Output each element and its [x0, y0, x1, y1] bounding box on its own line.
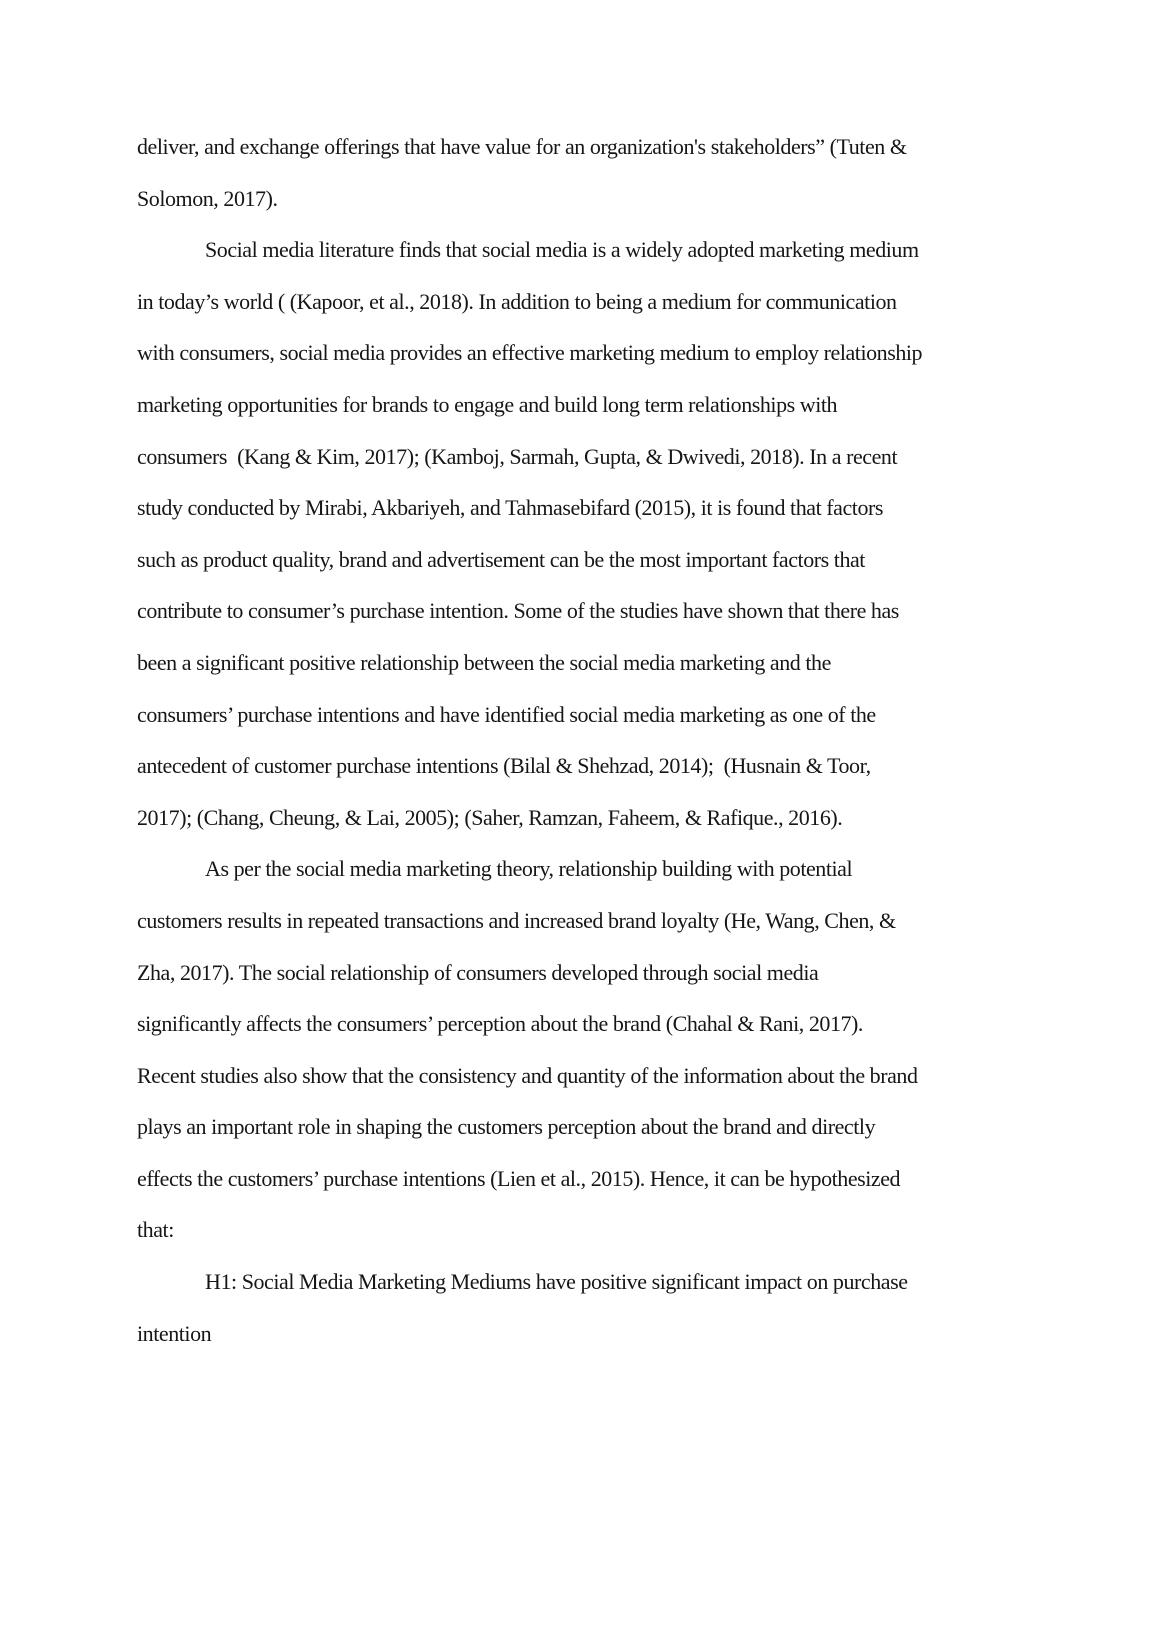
text-line: customers results in repeated transactions and increased brand loyalty (He, Wang, Chen, & — [137, 907, 896, 933]
text-line: significantly affects the consumers’ perception about the brand (Chahal & Rani, 2017). — [137, 1011, 863, 1037]
text-line: effects the customers’ purchase intentions (Lien et al., 2015). Hence, it can be hypothesized — [137, 1165, 901, 1191]
text-line: Recent studies also show that the consistency and quantity of the information about the brand — [137, 1062, 918, 1088]
text-line: Social media literature finds that social media is a widely adopted marketing medium — [205, 237, 919, 263]
text-line: study conducted by Mirabi, Akbariyeh, and Tahmasebifard (2015), it is found that factors — [137, 495, 883, 521]
text-line: that: — [137, 1217, 174, 1243]
text-line: 2017); (Chang, Cheung, & Lai, 2005); (Saher, Ramzan, Faheem, & Rafique., 2016). — [137, 804, 843, 830]
text-line: with consumers, social media provides an effective marketing medium to employ relationship — [137, 340, 923, 366]
text-line: marketing opportunities for brands to engage and build long term relationships with — [137, 391, 838, 417]
text-line: antecedent of customer purchase intentions (Bilal & Shehzad, 2014); (Husnain & Toor, — [137, 753, 871, 779]
text-line: H1: Social Media Marketing Mediums have positive significant impact on purchase — [205, 1269, 908, 1295]
text-line: in today’s world ( (Kapoor, et al., 2018). In addition to being a medium for communication — [137, 288, 897, 314]
text-line: been a significant positive relationship between the social media marketing and the — [137, 649, 831, 675]
text-line: deliver, and exchange offerings that have value for an organization's stakeholders” (Tuten & — [137, 134, 907, 159]
text-line: Solomon, 2017). — [137, 185, 278, 211]
text-line: Zha, 2017). The social relationship of consumers developed through social media — [137, 959, 819, 985]
text-line: consumers (Kang & Kim, 2017); (Kamboj, Sarmah, Gupta, & Dwivedi, 2018). In a recent — [137, 443, 898, 469]
text-line: such as product quality, brand and advertisement can be the most important factors that — [137, 546, 865, 572]
text-line: plays an important role in shaping the customers perception about the brand and directly — [137, 1114, 876, 1140]
paragraph — [137, 1256, 1037, 1359]
text-line: contribute to consumer’s purchase intention. Some of the studies have shown that there has — [137, 598, 899, 624]
document-body — [137, 121, 1037, 1359]
paragraph — [137, 843, 1037, 1256]
text-line: consumers’ purchase intentions and have identified social media marketing as one of the — [137, 701, 876, 727]
paragraph — [137, 121, 1037, 224]
paragraph — [137, 224, 1037, 843]
text-line: intention — [137, 1320, 212, 1346]
text-line: As per the social media marketing theory, relationship building with potential — [205, 856, 853, 882]
